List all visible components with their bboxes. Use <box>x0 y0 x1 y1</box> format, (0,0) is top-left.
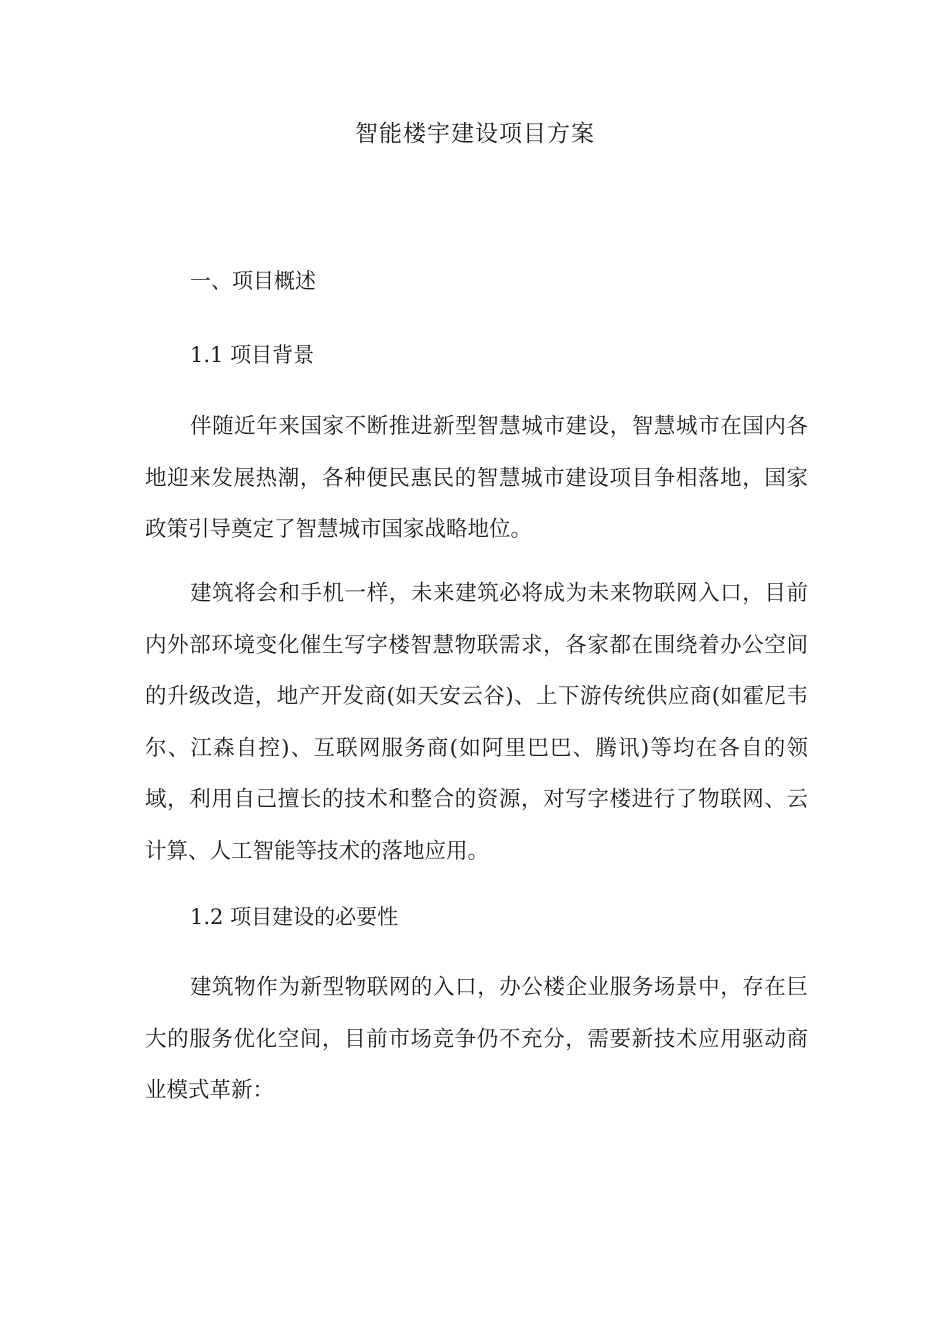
paragraph-necessity-1: 建筑物作为新型物联网的入口，办公楼企业服务场景中，存在巨大的服务优化空间，目前市场竞争仍不充分，需要新技术应用驱动商业模式革新： <box>145 975 808 1103</box>
document-title: 智能楼宇建设项目方案 <box>355 121 595 147</box>
section-heading-overview: 一、项目概述 <box>190 269 316 293</box>
subsection-heading-background: 1.1 项目背景 <box>190 343 315 367</box>
paragraph-background-2: 建筑将会和手机一样，未来建筑必将成为未来物联网入口，目前内外部环境变化催生写字楼智慧物联需求，各家都在围绕着办公空间的升级改造，地产开发商(如天安云谷)、上下游传统供应商(如霍尼韦尔、江森自控)、互联网服务商(如阿里巴巴、腾讯)等均在各自的领域，利用自己擅长的技术和整合的资源，对写字楼进行了物联网、云计算、人工智能等技术的落地应用。 <box>145 581 808 864</box>
paragraph-background-1: 伴随近年来国家不断推进新型智慧城市建设，智慧城市在国内各地迎来发展热潮，各种便民惠民的智慧城市建设项目争相落地，国家政策引导奠定了智慧城市国家战略地位。 <box>145 414 808 542</box>
subsection-heading-necessity: 1.2 项目建设的必要性 <box>190 905 399 929</box>
